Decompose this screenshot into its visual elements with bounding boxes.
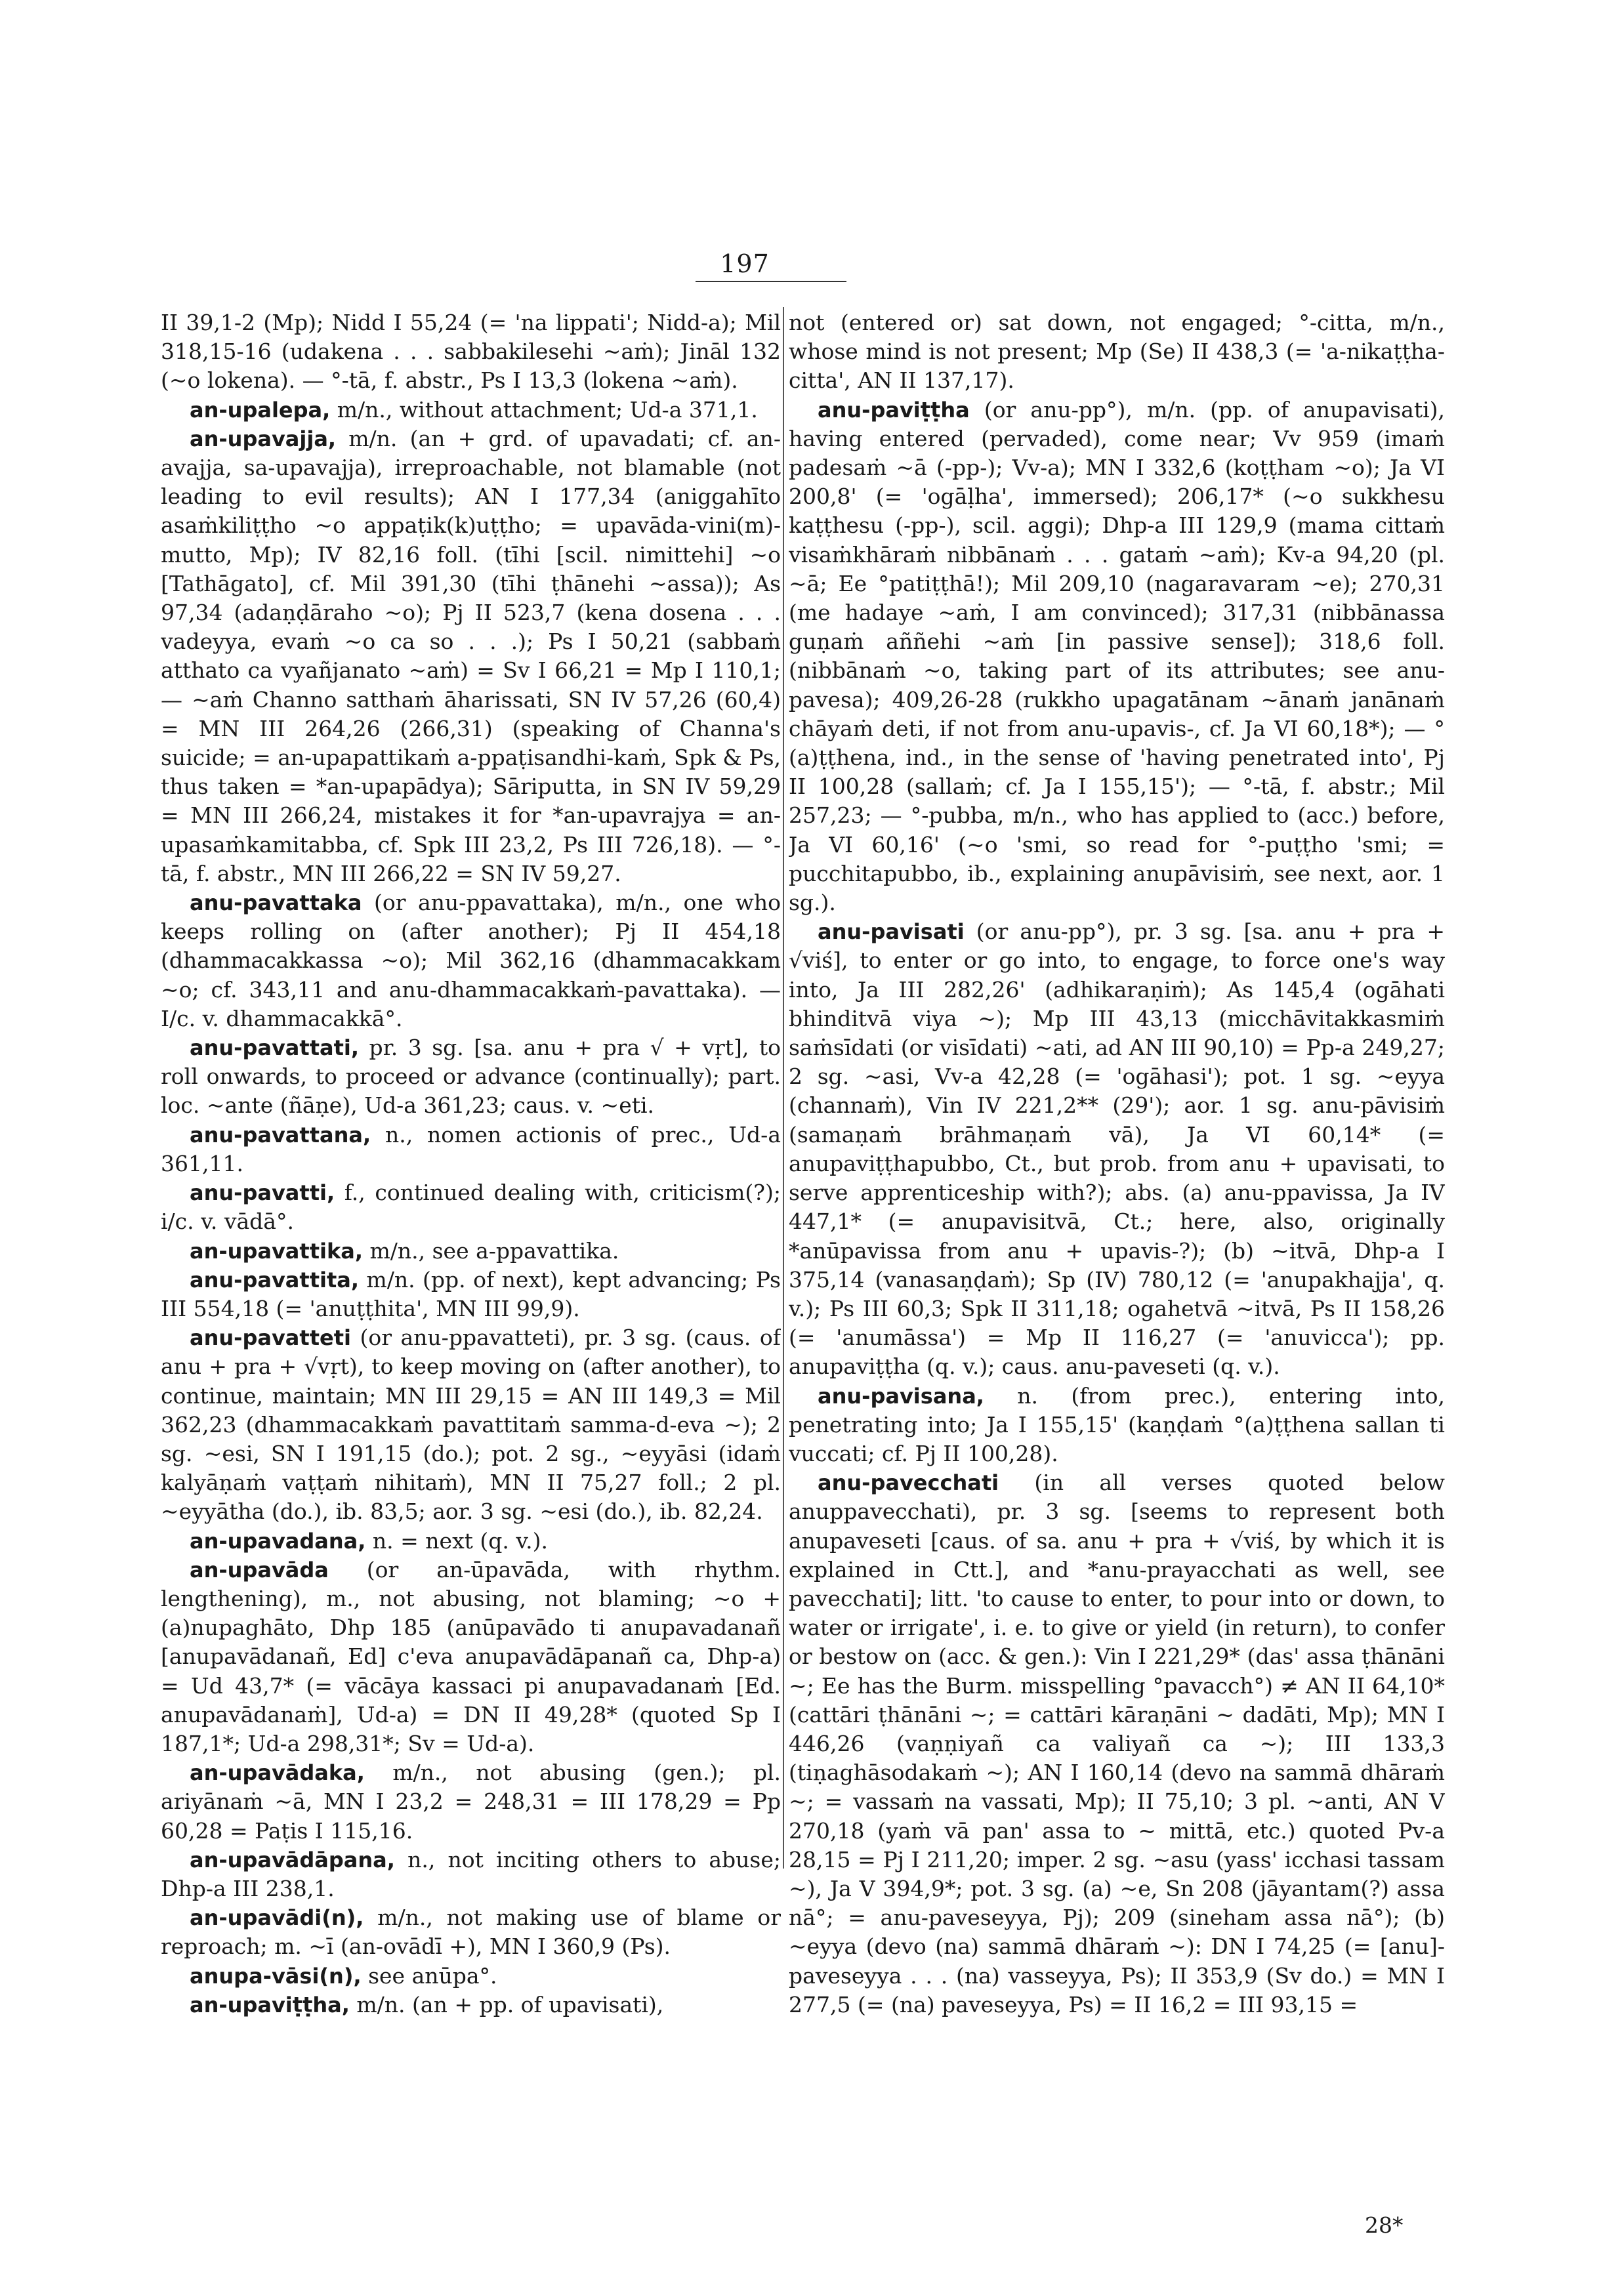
dictionary-entry	[161, 396, 781, 424]
dictionary-entry	[161, 1556, 781, 1758]
entry-body: not (entered or) sat down, not engaged; °-citta, m/n., whose mind is not present; Mp (Se) II 438,3 (= 'a-nikaṭṭha-citta', AN II 137,17).	[789, 310, 1445, 394]
entry-body: m/n. (pp. of next), kept advancing; Ps III 554,18 (= 'anuṭṭhita', MN III 99,9).	[161, 1266, 781, 1321]
entry-body: m/n. (an + grd. of upavadati; cf. an-avajja, sa-upavajja), irreproachable, not blamable (not leading to evil results); AN I 177,34 (aniggahīto asaṁkiliṭṭho ~o appaṭik(k)uṭṭho; = upavāda-vini(m)-mutto, Mp); IV 82,16 foll. (tīhi [scil. nimittehi] ~o [Tathāgato], cf. Mil 391,30 (tīhi ṭhānehi ~assa)); As 97,34 (adaṇḍāraho ~o); Pj II 523,7 (kena dosena . . . vadeyya, evaṁ ~o ca so . . .); Ps I 50,21 (sabbaṁ atthato ca vyañjanato ~aṁ) = Sv I 66,21 = Mp I 110,1; — ~aṁ Channo satthaṁ āharissati, SN IV 57,26 (60,4) = MN III 264,26 (266,31) (speaking of Channa's suicide; = an-upapattikaṁ a-ppaṭisandhi-kaṁ, Spk & Ps, thus taken = *an-upapādya); Sāriputta, in SN IV 59,29 = MN III 266,24, mistakes it for *an-upavrajya = an-upasaṁkamitabba, cf. Spk III 23,2, Ps III 726,18). — °-tā, f. abstr., MN III 266,22 = SN IV 59,27.	[161, 425, 781, 886]
dictionary-entry	[789, 308, 1445, 396]
entry-body: n., nomen actionis of prec., Ud-a 361,11.	[161, 1121, 781, 1176]
entry-headword: an-upaviṭṭha,	[190, 1992, 350, 2017]
right-column	[789, 308, 1445, 2211]
entry-headword: anu-paviṭṭha	[818, 397, 970, 423]
dictionary-entry	[789, 1382, 1445, 1469]
dictionary-entry	[161, 888, 781, 1033]
dictionary-entry	[161, 424, 781, 888]
entry-body: f., continued dealing with, criticism(?); i/c. v. vādā°.	[161, 1180, 781, 1235]
entry-body: n. (from prec.), entering into, penetrating into; Ja I 155,15' (kaṇḍaṁ °(a)ṭṭhena sallan ti vuccati; cf. Pj II 100,28).	[789, 1382, 1445, 1466]
entry-headword: an-upavādi(n),	[190, 1905, 364, 1931]
entry-headword: anu-pavattaka	[190, 890, 362, 916]
entry-body: n. = next (q. v.).	[365, 1527, 548, 1554]
entry-body: (in all verses quoted below anuppavecchati), pr. 3 sg. [seems to represent both anupaveseti [caus. of sa. anu + pra + √viś, by which it is explained in Ctt.], and *anu-prayacchati as well, see pavecchati]; litt. 'to cause to enter, to pour into or down, to water or irrigate', i. e. to give or yield (in return), to confer or bestow on (acc. & gen.): Vin I 221,29* (das' assa ṭhānāni ~; Ee has the Burm. misspelling °pavacch°) ≠ AN II 64,10* (cattāri ṭhānāni ~; = cattāri kāraṇāni ~ dadāti, Mp); MN I 446,26 (vaṇṇiyañ ca valiyañ ca ~); III 133,3 (tiṇaghāsodakaṁ ~); AN I 160,14 (devo na sammā dhāraṁ ~; = vassaṁ na vassati, Mp); II 75,10; 3 pl. ~anti, AN V 270,18 (yaṁ vā pan' assa to ~ mittā, etc.) quoted Pv-a 28,15 = Pj I 211,20; imper. 2 sg. ~asu (yass' icchasi tassam ~), Ja V 394,9*; pot. 3 sg. (a) ~e, Sn 208 (jāyantam(?) assa nā°; = anu-paveseyya, Pj); 209 (sineham assa nā°); (b) ~eyya (devo (na) sammā dhāraṁ ~): DN I 74,25 (= [anu]-paveseyya . . . (na) vasseyya, Ps); II 353,9 (Sv do.) = MN I 277,5 (= (na) paveseyya, Ps) = II 16,2 = III 93,15 =	[789, 1470, 1445, 2017]
entry-body: (or anu-ppavatteti), pr. 3 sg. (caus. of anu + pra + √vṛt), to keep moving on (after another), to continue, maintain; MN III 29,15 = AN III 149,3 = Mil 362,23 (dhammacakkaṁ pavattitaṁ samma-d-eva ~); 2 sg. ~esi, SN I 191,15 (do.); pot. 2 sg., ~eyyāsi (idaṁ kalyāṇaṁ vaṭṭaṁ nihitaṁ), MN II 75,27 foll.; 2 pl. ~eyyātha (do.), ib. 83,5; aor. 3 sg. ~esi (do.), ib. 82,24.	[161, 1325, 781, 1525]
dictionary-entry	[789, 396, 1445, 918]
entry-headword: an-upavattika,	[190, 1238, 363, 1264]
entry-headword: anu-pavattita,	[190, 1267, 359, 1292]
entry-headword: anu-pavattana,	[190, 1122, 371, 1148]
signature-mark: 28*	[1365, 2212, 1404, 2238]
entry-body: n., not inciting others to abuse; Dhp-a III 238,1.	[161, 1846, 781, 1901]
column-divider	[783, 307, 784, 1869]
entry-headword: an-upavādāpana,	[190, 1847, 395, 1872]
dictionary-entry	[161, 1121, 781, 1178]
entry-headword: anu-pavecchati	[818, 1470, 999, 1496]
page-number: 197	[720, 249, 770, 278]
entry-headword: an-upavajja,	[190, 426, 337, 451]
entry-body: (or anu-ppavattaka), m/n., one who keeps rolling on (after another); Pj II 454,18 (dhammacakkassa ~o); Mil 362,16 (dhammacakkam ~o; cf. 343,11 and anu-dhammacakkaṁ-pavattaka). — I/c. v. dhammacakkā°.	[161, 890, 781, 1031]
entry-body: see anūpa°.	[361, 1962, 497, 1989]
header-rule	[696, 281, 846, 282]
entry-headword: an-upalepa,	[190, 397, 331, 423]
entry-body: m/n. (an + pp. of upavisati),	[349, 1991, 664, 2017]
dictionary-entry	[161, 1962, 781, 1991]
dictionary-entry	[161, 1903, 781, 1961]
entry-headword: an-upavadana,	[190, 1528, 366, 1554]
entry-headword: anupa-vāsi(n),	[190, 1963, 362, 1989]
dictionary-entry	[161, 308, 781, 396]
entry-headword: anu-pavisana,	[818, 1383, 984, 1409]
dictionary-entry	[789, 1468, 1445, 2019]
dictionary-entry	[161, 1266, 781, 1323]
dictionary-entry	[789, 917, 1445, 1381]
entry-body: m/n., not making use of blame or reproach; m. ~ī (an-ovādī +), MN I 360,9 (Ps).	[161, 1905, 781, 1960]
dictionary-entry	[161, 1033, 781, 1121]
entry-body: m/n., without attachment; Ud-a 371,1.	[330, 396, 758, 423]
entry-headword: an-upavāda	[190, 1557, 329, 1582]
dictionary-entry	[161, 1846, 781, 1903]
dictionary-entry	[161, 1178, 781, 1236]
entry-headword: anu-pavisati	[818, 919, 965, 945]
entry-headword: anu-pavatteti	[190, 1325, 351, 1351]
left-column	[161, 308, 781, 2211]
entry-headword: anu-pavattati,	[190, 1035, 359, 1061]
dictionary-entry	[161, 1237, 781, 1266]
entry-body: (or anu-pp°), pr. 3 sg. [sa. anu + pra + √viś], to enter or go into, to engage, to force one's way into, Ja III 282,26' (adhikaraṇiṁ); As 145,4 (ogāhati bhinditvā viya ~); Mp III 43,13 (micchāvitakkasmiṁ saṁsīdati (or visīdati) ~ati, ad AN III 90,10) = Pp-a 249,27; 2 sg. ~asi, Vv-a 42,28 (= 'ogāhasi'); pot. 1 sg. ~eyya (channaṁ), Vin IV 221,2** (29'); aor. 1 sg. anu-pāvisiṁ (samaṇaṁ brāhmaṇaṁ vā), Ja VI 60,14* (= anupaviṭṭhapubbo, Ct., but prob. from anu + upavisati, to serve apprenticeship with?); abs. (a) anu-ppavissa, Ja IV 447,1* (= anupavisitvā, Ct.; here, also, originally *anūpavissa from anu + upavis-?); (b) ~itvā, Dhp-a I 375,14 (vanasaṇḍaṁ); Sp (IV) 780,12 (= 'anupakhajja', q. v.); Ps III 60,3; Spk II 311,18; ogahetvā ~itvā, Ps II 158,26 (= 'anumāssa') = Mp II 116,27 (= 'anuvicca'); pp. anupaviṭṭha (q. v.); caus. anu-paveseti (q. v.).	[789, 919, 1445, 1380]
dictionary-entry	[161, 1527, 781, 1556]
entry-headword: anu-pavatti,	[190, 1180, 335, 1206]
dictionary-entry	[161, 1323, 781, 1526]
entry-body: m/n., not abusing (gen.); pl. ariyānaṁ ~ā, MN I 23,2 = 248,31 = III 178,29 = Pp 60,28 = Paṭis I 115,16.	[161, 1760, 781, 1844]
entry-body: II 39,1-2 (Mp); Nidd I 55,24 (= 'na lippati'; Nidd-a); Mil 318,15-16 (udakena . . . sabbakilesehi ~aṁ); Jināl 132 (~o lokena). — °-tā, f. abstr., Ps I 13,3 (lokena ~aṁ).	[161, 310, 781, 394]
entry-body: (or an-ūpavāda, with rhythm. lengthening), m., not abusing, not blaming; ~o + (a)nupaghāto, Dhp 185 (anūpavādo ti anupavadanañ [anupavādanañ, Ed] c'eva anupavādāpanañ ca, Dhp-a) = Ud 43,7* (= vācāya kassaci pi anupavadanaṁ [Ed. anupavādanaṁ], Ud-a) = DN II 49,28* (quoted Sp I 187,1*; Ud-a 298,31*; Sv = Ud-a).	[161, 1556, 781, 1756]
entry-body: (or anu-pp°), m/n. (pp. of anupavisati), having entered (pervaded), come near; Vv 959 (imaṁ padesaṁ ~ā (-pp-); Vv-a); MN I 332,6 (koṭṭham ~o); Ja VI 200,8' (= 'ogāḷha', immersed); 206,17* (~o sukkhesu kaṭṭhesu (-pp-), scil. aggi); Dhp-a III 129,9 (mama cittaṁ visaṁkhāraṁ nibbānaṁ . . . gataṁ ~aṁ); Kv-a 94,20 (pl. ~ā; Ee °patiṭṭhā!); Mil 209,10 (nagaravaram ~e); 270,31 (me hadaye ~aṁ, I am convinced); 317,31 (nibbānassa guṇaṁ aññehi ~aṁ [in passive sense]); 318,6 foll. (nibbānaṁ ~o, taking part of its attributes; see anu-pavesa); 409,26-28 (rukkho upagatānam ~ānaṁ janānaṁ chāyaṁ deti, if not from anu-upavis-, cf. Ja VI 60,18*); — °(a)ṭṭhena, ind., in the sense of 'having penetrated into', Pj II 100,28 (sallaṁ; cf. Ja I 155,15'); — °-tā, f. abstr.; Mil 257,23; — °-pubba, m/n., who has applied to (acc.) before, Ja VI 60,16' (~o 'smi, so read for °-puṭṭho 'smi; = pucchitapubbo, ib., explaining anupāvisiṁ, see next, aor. 1 sg.).	[789, 396, 1445, 916]
dictionary-entry	[161, 1758, 781, 1846]
entry-headword: an-upavādaka,	[190, 1760, 365, 1786]
dictionary-entry	[161, 1991, 781, 2019]
entry-body: m/n., see a-ppavattika.	[362, 1237, 619, 1264]
entry-body: pr. 3 sg. [sa. anu + pra √ + vṛt], to roll onwards, to proceed or advance (continually); part. loc. ~ante (ñāṇe), Ud-a 361,23; caus. v. ~eti.	[161, 1035, 781, 1119]
